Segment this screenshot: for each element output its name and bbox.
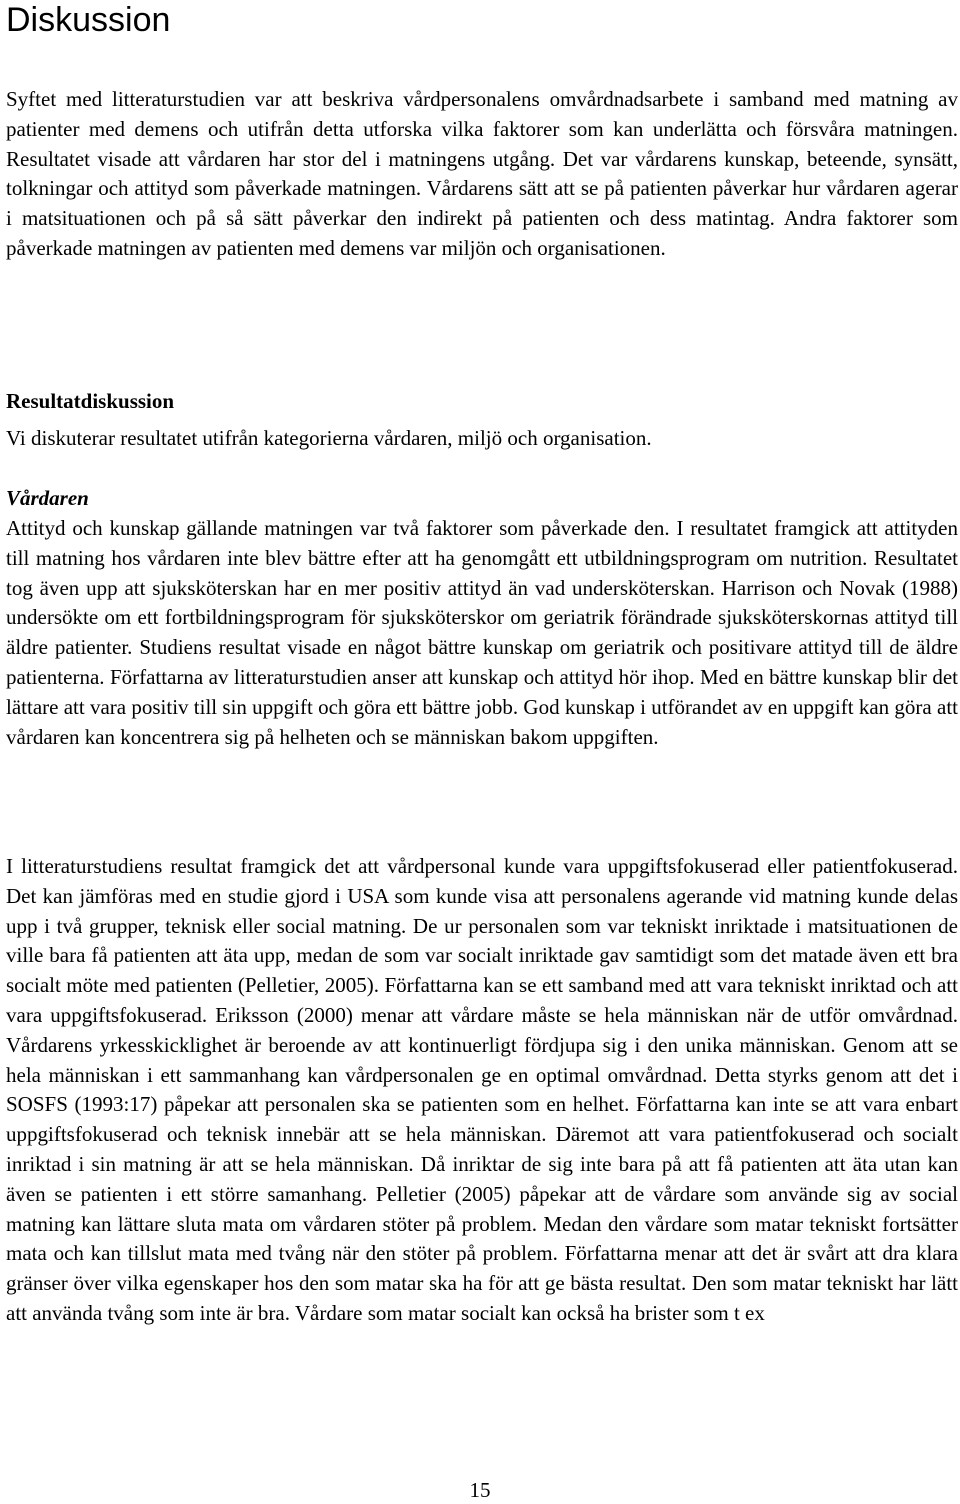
page-number: 15 bbox=[469, 1478, 491, 1502]
subsection-heading: Vårdaren bbox=[6, 486, 89, 510]
intro-paragraph: Syftet med litteraturstudien var att beskriva vårdpersonalens omvårdnadsarbete i samband med matning av patienter med demens och utifrån detta utforska vilka faktorer som kan underlätta och försvåra matningen. Resultatet visade att vårdaren har stor del i matningens utgång. Det var vårdarens kunskap, beteende, synsätt, tolkningar och attityd som påverkade matningen. Vårdarens sätt att se på patienten påverkar hur vårdaren agerar i matsituationen och på så sätt påverkar den indirekt på patienten och dess matintag. Andra faktorer som påverkade matningen av patienten med demens var miljön och organisationen. bbox=[6, 87, 958, 260]
body-paragraph-2: I litteraturstudiens resultat framgick det att vårdpersonal kunde vara uppgiftsfokuserad eller patientfokuserad. Det kan jämföras med en studie gjord i USA som kunde visa att personalens agerande vid matning kunde delas upp i två grupper, teknisk eller social matning. De ur personalen som var tekniskt inriktade i matsituationen de ville bara få patienten att äta upp, medan de som var socialt inriktade gav samtidigt som det matade även ett bra socialt möte med patienten (Pelletier, 2005). Författarna kan se ett samband med att vara tekniskt inriktad och att vara uppgiftsfokuserad. Eriksson (2000) menar att vårdare måste se hela människan när de utför omvårdnad. Vårdarens yrkesskicklighet är beroende av att kontinuerligt fördjupa sig i den unika människan. Genom att se hela människan i ett sammanhang kan vårdpersonalen ge en optimal omvårdnad. Detta styrks genom att det i SOSFS (1993:17) påpekar att personalen ska se patienten som en helhet. Författarna kan inte se att vara enbart uppgiftsfokuserad och teknisk innebär att se hela människan. Däremot att vara patientfokuserad och socialt inriktad i sin matning är att se hela människan. Då inriktar de sig inte bara på att få patienten att äta utan kan även se patienten i ett större samanhang. Pelletier (2005) påpekar att de vårdare som använde sig av social matning kan lättare sluta mata om vårdaren stöter på problem. Medan den vårdare som matar tekniskt fortsätter mata och kan tillslut mata med tvång när den stöter på problem. Författarna menar att det är svårt att dra klara gränser över vilka egenskaper hos den som matar ska ha för att ge bästa resultat. Den som matar tekniskt har lätt att använda tvång som inte är bra. Vårdare som matar socialt kan också ha brister som t ex bbox=[6, 854, 958, 1325]
body-paragraph-1: Attityd och kunskap gällande matningen var två faktorer som påverkade den. I resultatet framgick att attityden till matning hos vårdaren inte blev bättre efter att ha genomgått ett utbildningsprogram om nutrition. Resultatet tog även upp att sjuksköterskan har en mer positiv attityd än vad undersköterskan. Harrison och Novak (1988) undersökte om ett fortbildningsprogram för sjuksköterskor om geriatrik förändrade sjuksköterskornas attityd till äldre patienter. Studiens resultat visade en något bättre kunskap om geriatrik och positivare attityd till de äldre patienterna. Författarna av litteraturstudien anser att kunskap och attityd hör ihop. Med en bättre kunskap blir det lättare att vara positiv till sin uppgift och göra ett bättre jobb. God kunskap i utförandet av en uppgift kan göra att vårdaren kan koncentrera sig på helheten och se människan bakom uppgiften. bbox=[6, 516, 958, 749]
page-title: Diskussion bbox=[6, 1, 171, 39]
section-heading: Resultatdiskussion bbox=[6, 389, 175, 413]
section-intro-paragraph: Vi diskuterar resultatet utifrån kategorierna vårdaren, miljö och organisation. bbox=[6, 426, 652, 450]
